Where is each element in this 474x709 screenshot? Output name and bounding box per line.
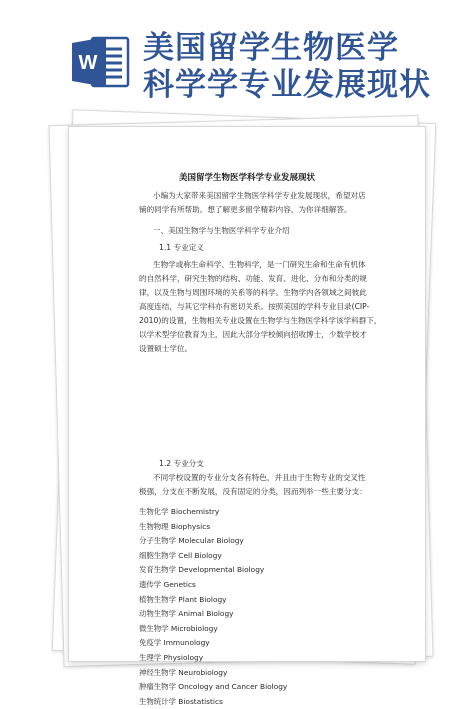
definition-line: 生物学或称生命科学、生物科学，是一门研究生命和生命有机体 bbox=[153, 260, 366, 269]
list-item: 免疫学 Immunology bbox=[139, 638, 210, 648]
branches-intro-paragraph bbox=[139, 471, 401, 499]
word-letter: W bbox=[78, 52, 98, 74]
word-document-icon bbox=[72, 34, 130, 90]
intro-paragraph bbox=[139, 189, 401, 217]
definition-line: 2010)的设置，生物相关专业设置在生物学与生物医学科学该学科群下， bbox=[139, 316, 382, 325]
banner-title-line-1: 美国留学生物医学 bbox=[143, 30, 399, 66]
banner-title-line-2: 科学学专业发展现状 bbox=[143, 67, 431, 103]
list-item: 发育生物学 Developmental Biology bbox=[139, 565, 265, 575]
definition-line: 高度连结，与其它学科亦有密切关系。按照美国的学科专业目录(CIP- bbox=[139, 302, 370, 311]
definition-line: 的自然科学，研究生物的结构、功能、发育、进化、分布和分类的规 bbox=[139, 274, 367, 283]
definition-paragraph bbox=[139, 258, 401, 356]
branches-intro-line: 极强，分支在不断发展，没有固定的分类，因而列举一些主要分支： bbox=[139, 487, 367, 496]
list-item: 遗传学 Genetics bbox=[139, 579, 196, 589]
definition-line: 律，以及生物与周围环境的关系等的科学。生物学内各领域之间彼此 bbox=[139, 288, 367, 297]
document-content bbox=[69, 127, 425, 706]
list-item: 微生物学 Microbiology bbox=[139, 623, 218, 633]
list-item: 神经生物学 Neurobiology bbox=[139, 667, 228, 677]
banner-title bbox=[143, 30, 469, 104]
list-item: 生物物理 Biophysics bbox=[139, 521, 211, 531]
document-page bbox=[68, 126, 426, 706]
branches-intro-line: 不同学校设置的专业分支各有特色，并且由于生物专业的交叉性 bbox=[153, 473, 366, 482]
definition-line: 以学术型学位教育为主，因此大部分学校倾向招收博士，少数学校才 bbox=[139, 330, 367, 339]
list-item: 植物生物学 Plant Biology bbox=[139, 594, 227, 604]
subsection-heading-branches: 1.2 专业分支 bbox=[159, 459, 204, 468]
list-item: 肿瘤生物学 Oncology and Cancer Biology bbox=[139, 682, 288, 692]
list-item: 生理学 Physiology bbox=[139, 652, 204, 662]
intro-line: 小编为大家带来美国留学生物医学科学专业发展现状，希望对店 bbox=[153, 191, 366, 200]
intro-line: 铺的同学有所帮助。想了解更多留学精彩内容，为你详细解答。 bbox=[139, 205, 352, 214]
list-item: 动物生物学 Animal Biology bbox=[139, 609, 234, 619]
subsection-heading-definition: 1.1 专业定义 bbox=[159, 243, 204, 252]
document-preview bbox=[48, 116, 438, 706]
definition-line: 设置硕士学位。 bbox=[139, 344, 193, 353]
list-item: 生物统计学 Biostatistics bbox=[139, 696, 223, 706]
section-heading: 一、美国生物学与生物医学科学专业介绍 bbox=[153, 226, 290, 235]
list-item: 细胞生物学 Cell Biology bbox=[139, 550, 222, 560]
list-item: 分子生物学 Molecular Biology bbox=[139, 536, 244, 546]
branch-list bbox=[139, 505, 389, 709]
document-title: 美国留学生物医学科学专业发展现状 bbox=[178, 173, 315, 183]
list-item: 生物化学 Biochemistry bbox=[139, 507, 220, 516]
